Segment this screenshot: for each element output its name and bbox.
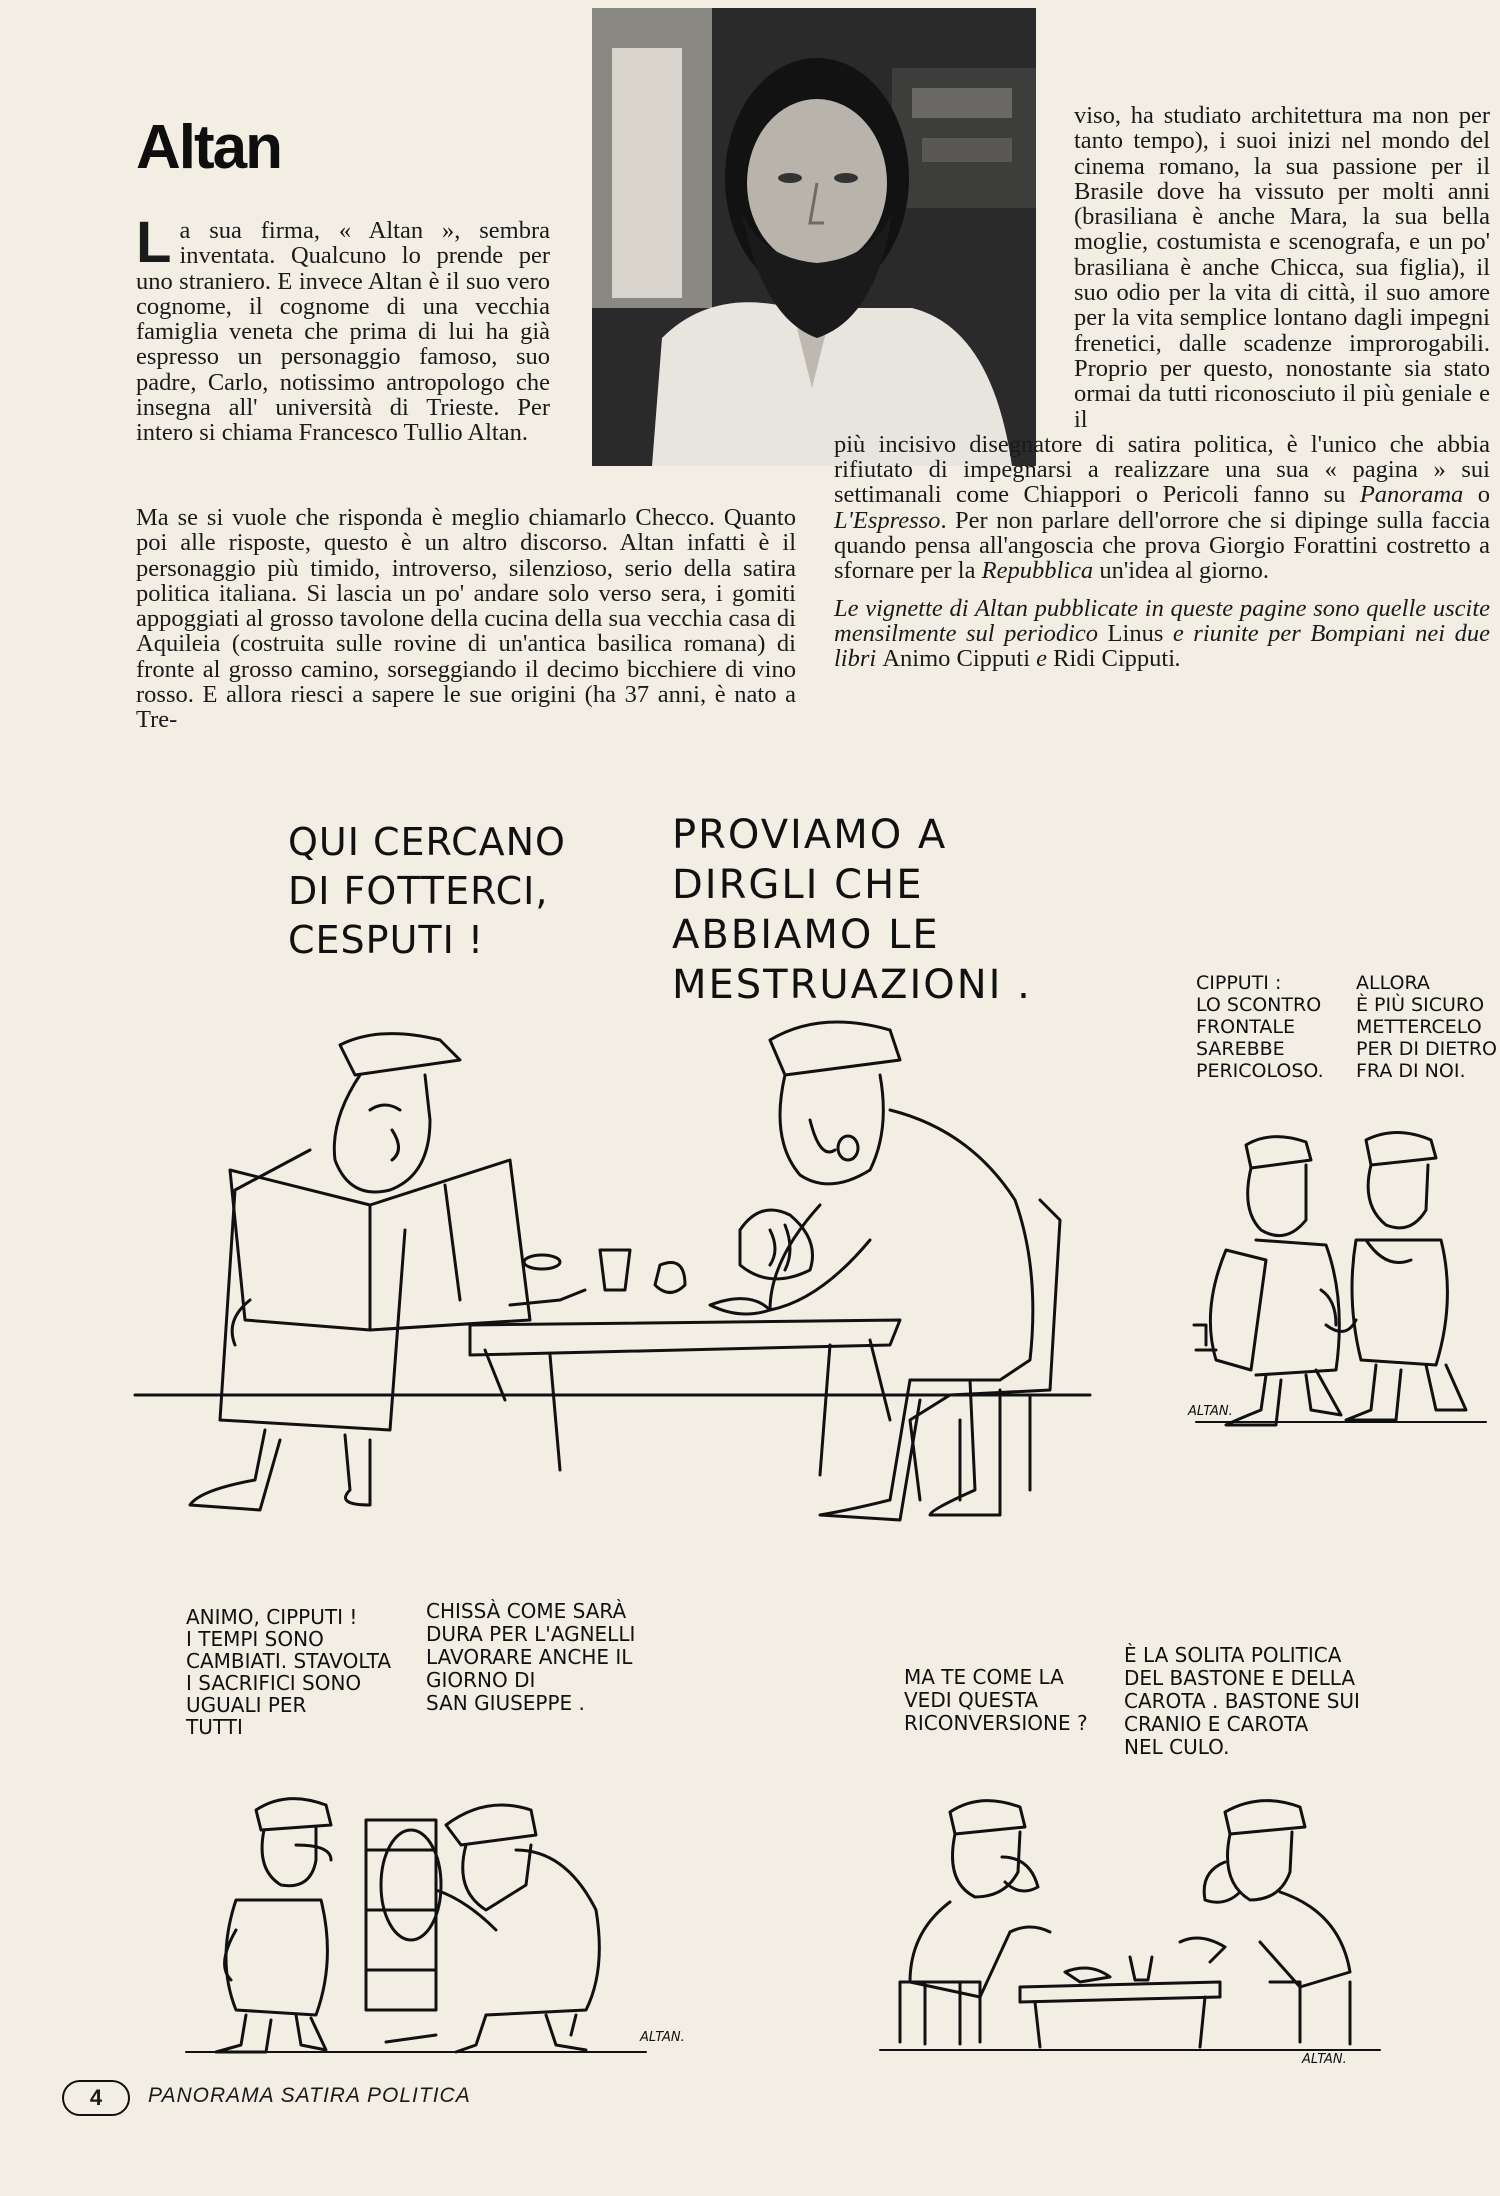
body-paragraph-right-top: viso, ha studiato architettura ma non per tanto tempo), i suoi inizi nel mondo del cinema romano, la sua passione per il Brasile dove ha vissuto per molti anni (brasiliana è anche Mara, la sua bella moglie, costumista e scenografa, e un po' brasiliana è anche Chicca, sua figlia), il suo odio per la vita di città, il suo amore per la vita semplice lontano dagli impegni frenetici, dalle scadenze improrogabili. Proprio per questo, nonostante sia stato ormai da tutti riconosciuto il più geniale e il — [1074, 102, 1490, 433]
article-headline: Altan — [136, 113, 281, 182]
side-cartoon-drawing — [1196, 1110, 1496, 1440]
article-body-right — [834, 103, 1490, 672]
side-cartoon-bubble-right: ALLORA È PIÙ SICURO METTERCELO PER DI DIETRO FRA DI NOI. — [1356, 972, 1497, 1082]
cartoon-credit-note: Le vignette di Altan pubblicate in queste pagine sono quelle uscite mensilmente sul periodico Linus e riunite per Bompiani nei due libri Animo Cipputi e Ridi Cipputi. — [834, 594, 1490, 673]
body-paragraph-right-bottom: più incisivo disegnatore di satira politica, è l'unico che abbia rifiutato di impegnarsi a realizzare una sua « pagina » sui settimanali come Chiappori o Pericoli fanno su Panorama o L'Espresso. Per non parlare dell'orrore che si dipinge sulla faccia quando pensa all'angoscia che prova Giorgio Forattini costretto a sfornare per la Repubblica un'idea al giorno. — [834, 430, 1490, 585]
magazine-name-panorama: Panorama — [1359, 481, 1464, 509]
bottom-right-cartoon-bubble-left: MA TE COME LA VEDI QUESTA RICONVERSIONE ? — [904, 1665, 1088, 1735]
article-body-left — [136, 505, 796, 733]
page-number: 4 — [62, 2080, 130, 2116]
magazine-name-espresso: L'Espresso — [834, 506, 941, 534]
bottom-left-cartoon-signature: ALTAN. — [640, 2030, 685, 2045]
bottom-left-cartoon-bubble-right: CHISSÀ COME SARÀ DURA PER L'AGNELLI LAVORARE ANCHE IL GIORNO DI SAN GIUSEPPE . — [426, 1599, 636, 1715]
main-cartoon-bubble-left: QUI CERCANO DI FOTTERCI, CESPUTI ! — [288, 820, 566, 962]
bottom-right-cartoon-drawing — [880, 1782, 1400, 2062]
bottom-left-cartoon-drawing — [186, 1790, 666, 2060]
main-cartoon-bubble-right: PROVIAMO A DIRGLI CHE ABBIAMO LE MESTRUAZIONI . — [672, 812, 1032, 1008]
article-intro-column — [136, 210, 550, 447]
intro-paragraph: a sua firma, « Altan », sembra inventata. Qualcuno lo prende per uno straniero. E invece Altan è il suo vero cognome, il cognome di una vecchia famiglia veneta che prima di lui ha già espresso un personaggio famoso, suo padre, Carlo, notissimo antropologo che insegna all' università di Trieste. Per intero si chiama Francesco Tullio Altan. — [136, 217, 550, 447]
bottom-right-cartoon-signature: ALTAN. — [1302, 2052, 1347, 2067]
bottom-right-cartoon-bubble-right: È LA SOLITA POLITICA DEL BASTONE E DELLA CAROTA . BASTONE SUI CRANIO E CAROTA NEL CULO. — [1124, 1643, 1360, 1759]
bottom-left-cartoon-bubble-left: ANIMO, CIPPUTI ! I TEMPI SONO CAMBIATI. STAVOLTA I SACRIFICI SONO UGUALI PER TUTTI — [186, 1605, 392, 1739]
side-cartoon-bubble-left: CIPPUTI : LO SCONTRO FRONTALE SAREBBE PERICOLOSO. — [1196, 972, 1324, 1082]
body-paragraph-left: Ma se si vuole che risponda è meglio chiamarlo Checco. Quanto poi alle risposte, questo è un altro discorso. Altan infatti è il personaggio più timido, introverso, silenzioso, serio della satira politica italiana. Si lascia un po' andare solo verso sera, i gomiti appoggiati al grosso tavolone della cucina della sua vecchia casa di Aquileia (costruita sulle rovine di un'antica basilica romana) di fronte al grosso camino, sorseggiando il decimo bicchiere di vino rosso. E allora riesci a sapere le sue origini (ha 37 anni, è nato a Tre- — [136, 504, 796, 734]
drop-cap: L — [136, 210, 172, 275]
magazine-title: PANORAMA SATIRA POLITICA — [148, 2084, 471, 2107]
main-cartoon-drawing — [130, 1000, 1110, 1540]
newspaper-name-repubblica: Repubblica — [981, 557, 1094, 585]
side-cartoon-signature: ALTAN. — [1188, 1404, 1233, 1419]
